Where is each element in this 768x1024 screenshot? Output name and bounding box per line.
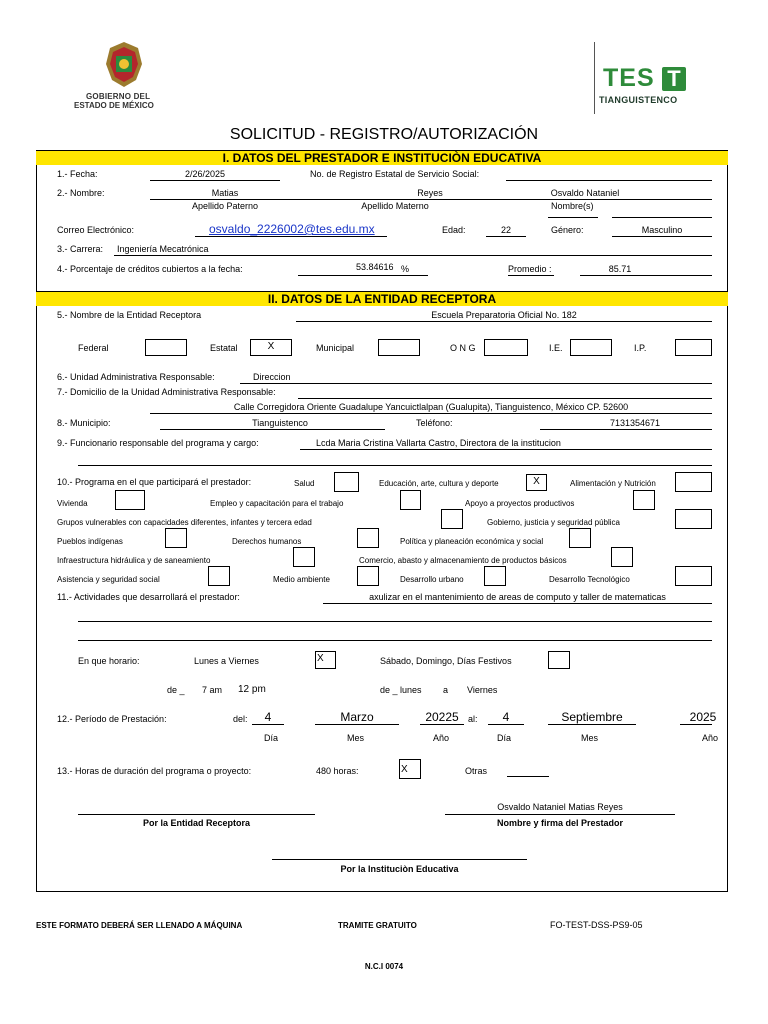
prog-gobierno-checkbox[interactable] [675, 509, 712, 529]
municipio-label: 8.- Municipio: [57, 418, 111, 428]
funcionario-label: 9.- Funcionario responsable del programa y cargo: [57, 438, 259, 448]
prog-urbano-label: Desarrollo urbano [400, 575, 464, 584]
prog-salud-checkbox[interactable] [334, 472, 359, 492]
actividades-value[interactable]: axulizar en el mantenimiento de areas de computo y taller de matematicas [369, 592, 666, 602]
tes-logo-sub: TIANGUISTENCO [599, 95, 678, 105]
prog-politica-label: Política y planeación económica y social [400, 537, 544, 546]
del-anio-label: Año [433, 733, 450, 743]
genero-value[interactable]: Masculino [641, 225, 683, 235]
prog-tecnologico-label: Desarrollo Tecnológico [549, 575, 630, 584]
registro-field[interactable] [506, 180, 712, 181]
footer-codigo: FO-TEST-DSS-PS9-05 [550, 920, 643, 930]
edad-value[interactable]: 22 [500, 225, 511, 235]
tipo-ie-checkbox[interactable] [570, 339, 612, 356]
al-anio-label: Año [702, 733, 719, 743]
tes-logo-letter: T [662, 67, 686, 91]
periodo-label: 12.- Período de Prestación: [57, 714, 167, 724]
otras-label: Otras [465, 766, 488, 776]
footer-tramite: TRAMITE GRATUITO [338, 921, 417, 930]
horas-480-checkbox[interactable]: X [399, 759, 421, 779]
dia-inicio-value[interactable]: de _ lunes [380, 685, 422, 695]
prog-educacion-checkbox[interactable]: X [526, 474, 547, 491]
a-label: a [443, 685, 449, 695]
prestador-nombre[interactable]: Osvaldo Nataniel Matias Reyes [497, 802, 623, 812]
prog-grupos-label: Grupos vulnerables con capacidades diferentes, infantes y tercera edad [57, 518, 312, 527]
prog-derechos-label: Derechos humanos [232, 537, 302, 546]
del-dia-label: Día [264, 733, 279, 743]
carrera-label: 3.- Carrera: [57, 244, 104, 254]
del-label: del: [233, 714, 248, 724]
sabado-checkbox[interactable] [548, 651, 570, 669]
prog-alimentacion-label: Alimentación y Nutrición [570, 479, 656, 488]
tipo-ip-label: I.P. [634, 343, 647, 353]
nombre-label: 2.- Nombre: [57, 188, 105, 198]
header-divider [594, 42, 595, 114]
edad-label: Edad: [442, 225, 466, 235]
al-dia-label: Día [497, 733, 512, 743]
prog-medio-label: Medio ambiente [273, 575, 330, 584]
tipo-estatal-checkbox[interactable]: X [250, 339, 292, 356]
unidad-label: 6.- Unidad Administrativa Responsable: [57, 372, 215, 382]
promedio-label: Promedio : [508, 264, 552, 274]
prog-empleo-checkbox[interactable] [400, 490, 421, 510]
tipo-municipal-label: Municipal [316, 343, 355, 353]
prog-alimentacion-checkbox[interactable] [675, 472, 712, 492]
prog-vivienda-label: Vivienda [57, 499, 88, 508]
creditos-value[interactable]: 53.84616 [356, 262, 394, 272]
telefono-value[interactable]: 7131354671 [609, 418, 661, 428]
prog-pueblos-label: Pueblos indígenas [57, 537, 123, 546]
correo-label: Correo Electrónico: [57, 225, 135, 235]
apellido-materno-label: Apellido Materno [361, 201, 429, 211]
lunes-viernes-label: Lunes a Viernes [194, 656, 259, 666]
lunes-viernes-checkbox[interactable]: X [315, 651, 336, 669]
genero-label: Género: [551, 225, 584, 235]
otras-field[interactable] [507, 776, 549, 777]
prog-salud-label: Salud [294, 479, 315, 488]
promedio-value[interactable]: 85.71 [608, 264, 632, 274]
nombres-value[interactable]: Osvaldo Nataniel [550, 188, 620, 198]
al-mes-label: Mes [581, 733, 599, 743]
domicilio-label: 7.- Domicilio de la Unidad Administrativa Responsable: [57, 387, 276, 397]
tipo-ong-checkbox[interactable] [484, 339, 528, 356]
telefono-label: Teléfono: [416, 418, 453, 428]
horario-label: En que horario: [78, 656, 140, 666]
prog-grupos-checkbox[interactable] [441, 509, 463, 529]
hora-de-label: de _ [167, 685, 185, 695]
tipo-municipal-checkbox[interactable] [378, 339, 420, 356]
al-dia-value[interactable]: 4 [502, 710, 510, 724]
funcionario-value[interactable]: Lcda Maria Cristina Vallarta Castro, Directora de la institucion [316, 438, 561, 448]
tipo-federal-label: Federal [78, 343, 109, 353]
al-anio-value[interactable]: 2025 [689, 710, 717, 724]
gov-logo-line1: GOBIERNO DEL [86, 92, 151, 101]
prog-comercio-label: Comercio, abasto y almacenamiento de productos básicos [359, 556, 567, 565]
creditos-label: 4.- Porcentaje de créditos cubiertos a la fecha: [57, 264, 243, 274]
firma-entidad-label: Por la Entidad Receptora [142, 818, 251, 828]
prog-infraestructura-label: Infraestructura hidráulica y de saneamiento [57, 556, 211, 565]
apellido-paterno-value[interactable]: Matias [211, 188, 239, 198]
firma-prestador-label: Nombre y firma del Prestador [496, 818, 624, 828]
prog-vivienda-checkbox[interactable] [115, 490, 145, 510]
prog-tecnologico-checkbox[interactable] [675, 566, 712, 586]
section1-title: I. DATOS DEL PRESTADOR E INSTITUCIÒN EDUCATIVA [36, 150, 728, 165]
prog-educacion-label: Educación, arte, cultura y deporte [379, 479, 499, 488]
page-title: SOLICITUD - REGISTRO/AUTORIZACIÓN [229, 126, 539, 143]
programa-label: 10.- Programa en el que participará el prestador: [57, 477, 252, 487]
prog-derechos-checkbox[interactable] [357, 528, 379, 548]
firma-institucion-label: Por la Instituciòn Educativa [340, 864, 459, 874]
prog-empleo-label: Empleo y capacitación para el trabajo [210, 499, 344, 508]
prog-medio-checkbox[interactable] [357, 566, 379, 586]
registro-label: No. de Registro Estatal de Servicio Social: [310, 169, 480, 179]
dia-fin-value[interactable]: Viernes [467, 685, 498, 695]
apellido-materno-value[interactable]: Reyes [417, 188, 443, 198]
prog-apoyo-label: Apoyo a proyectos productivos [465, 499, 575, 508]
gov-logo-line2: ESTADO DE MÉXICO [74, 101, 154, 110]
apellido-paterno-label: Apellido Paterno [191, 201, 259, 211]
fecha-label: 1.- Fecha: [57, 169, 98, 179]
prog-comercio-checkbox[interactable] [611, 547, 633, 567]
prog-infraestructura-checkbox[interactable] [293, 547, 315, 567]
fecha-value[interactable]: 2/26/2025 [184, 169, 226, 179]
prog-urbano-checkbox[interactable] [484, 566, 506, 586]
prog-asistencia-label: Asistencia y seguridad social [57, 575, 160, 584]
tipo-federal-checkbox[interactable] [145, 339, 187, 356]
tipo-ie-label: I.E. [549, 343, 563, 353]
tipo-ip-checkbox[interactable] [675, 339, 712, 356]
creditos-unit: % [401, 264, 410, 274]
prog-pueblos-checkbox[interactable] [165, 528, 187, 548]
nombres-label: Nombre(s) [551, 201, 594, 211]
domicilio-value[interactable]: Calle Corregidora Oriente Guadalupe Yancuictlalpan (Gualupita), Tianguistenco, México CP. 52600 [233, 402, 629, 412]
sabado-label: Sábado, Domingo, Días Festivos [380, 656, 512, 666]
tes-logo-text: TES [603, 64, 655, 92]
del-mes-label: Mes [347, 733, 365, 743]
tipo-estatal-label: Estatal [210, 343, 238, 353]
entidad-label: 5.- Nombre de la Entidad Receptora [57, 310, 202, 320]
gov-seal-icon [98, 40, 150, 90]
tipo-ong-label: O N G [450, 343, 476, 353]
al-label: al: [468, 714, 478, 724]
horas-label: 13.- Horas de duración del programa o proyecto: [57, 766, 252, 776]
del-mes-value[interactable]: Marzo [340, 710, 374, 724]
carrera-value[interactable]: Ingeniería Mecatrónica [117, 244, 209, 254]
prog-politica-checkbox[interactable] [569, 528, 591, 548]
horas-480-label: 480 horas: [316, 766, 359, 776]
footer-nota: ESTE FORMATO DEBERÁ SER LLENADO A MÁQUINA [36, 921, 243, 930]
prog-gobierno-label: Gobierno, justicia y seguridad pública [487, 518, 620, 527]
entidad-value[interactable]: Escuela Preparatoria Oficial No. 182 [431, 310, 577, 320]
al-mes-value[interactable]: Septiembre [561, 710, 623, 724]
section2-title: II. DATOS DE LA ENTIDAD RECEPTORA [36, 291, 728, 306]
hora-fin-value[interactable]: 12 pm [238, 684, 266, 695]
hora-inicio-value[interactable]: 7 am [202, 685, 223, 695]
del-dia-value[interactable]: 4 [264, 710, 272, 724]
prog-asistencia-checkbox[interactable] [208, 566, 230, 586]
unidad-value[interactable]: Direccion [253, 372, 291, 382]
del-anio-value[interactable]: 20225 [425, 710, 459, 724]
correo-value[interactable]: osvaldo_2226002@tes.edu.mx [209, 222, 375, 236]
prog-apoyo-checkbox[interactable] [633, 490, 655, 510]
municipio-value[interactable]: Tianguistenco [252, 418, 308, 428]
actividades-label: 11.- Actividades que desarrollará el prestador: [57, 592, 240, 602]
footer-nci: N.C.I 0074 [364, 962, 404, 971]
